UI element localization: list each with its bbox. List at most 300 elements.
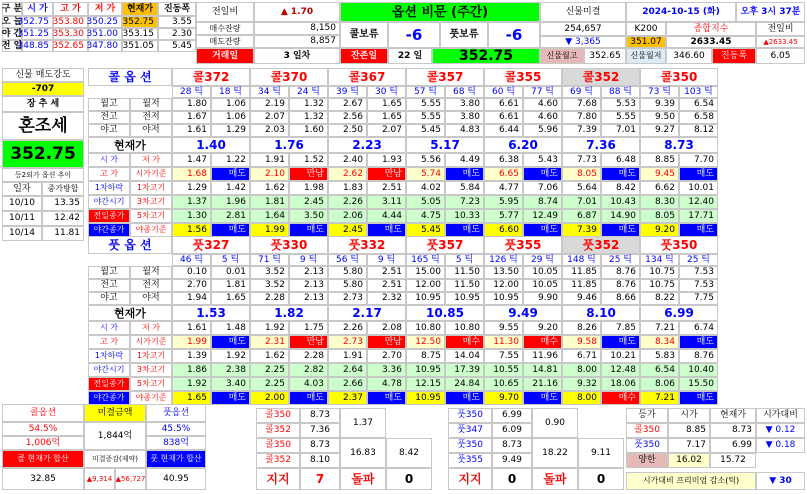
buy-rest-value: 8,150	[254, 22, 340, 35]
put-detail-a: 2.25	[250, 363, 289, 377]
call-hi: 2.67	[328, 98, 367, 111]
call-detail-b: 매도	[523, 167, 562, 181]
call-lo: 7.01	[601, 124, 640, 137]
support-label: 지지	[256, 468, 300, 490]
header-col-label: 고 가	[53, 2, 88, 16]
right-head: 시가	[668, 408, 710, 423]
put-lo: 2.13	[289, 266, 328, 279]
put-lo: 11.50	[445, 266, 484, 279]
call-lo: 4.60	[523, 111, 562, 124]
call-detail-a: 6.62	[640, 181, 679, 195]
call-detail-a: 6.60	[484, 223, 523, 237]
call-detail-a: 8.30	[640, 195, 679, 209]
call-hi: 7.39	[562, 124, 601, 137]
put-detail-b: 매수	[601, 391, 640, 405]
put-detail-b: 12.48	[601, 363, 640, 377]
put-detail-a: 8.00	[562, 391, 601, 405]
money-label: 미결금액	[84, 404, 146, 422]
oi-label: 신물미결	[540, 2, 626, 22]
right-cell: 8.73	[710, 423, 756, 438]
call-detail-label: 고 가	[88, 167, 130, 181]
put-detail-b: 1.75	[289, 321, 328, 335]
put-detail-b: 4.78	[367, 377, 406, 391]
put-detail-a: 10.65	[484, 377, 523, 391]
mid2-spread: 9.11	[578, 438, 624, 468]
put-cur-value: 10.85	[406, 305, 484, 321]
spread-2: 15.72	[710, 453, 756, 468]
put-detail-b: 3.36	[367, 363, 406, 377]
call-detail-b: 10.33	[445, 209, 484, 223]
call-cur-label: 현재가	[88, 137, 172, 153]
put-detail-a: 2.31	[250, 335, 289, 349]
call-detail-b: 1.93	[367, 153, 406, 167]
put-detail-a: 1.61	[172, 321, 211, 335]
call-detail-a: 1.83	[328, 181, 367, 195]
header-label: 야 간	[1, 28, 23, 39]
call-strike-header: 콜370	[250, 68, 328, 86]
put-sum-label: 풋 현재가 합산	[146, 450, 206, 468]
put-detail-a: 1.39	[172, 349, 211, 363]
put-detail-label: 저 가	[130, 321, 172, 335]
oi-value: 254,657	[540, 22, 626, 36]
call-detail-a: 1.68	[172, 167, 211, 181]
mid-value: 7.36	[300, 423, 340, 438]
call-tick-b: 68 틱	[445, 86, 484, 98]
call-hi: 7.68	[562, 98, 601, 111]
put-hi: 10.75	[640, 279, 679, 292]
call-detail-a: 5.77	[484, 209, 523, 223]
call-sum-label: 콜 현재가 합산	[2, 450, 84, 468]
call-lo: 5.55	[601, 111, 640, 124]
put-tick-a: 148 틱	[562, 254, 601, 266]
call-lo: 1.65	[367, 111, 406, 124]
put-strike-header: 풋332	[328, 236, 406, 254]
put-lo: 9.90	[523, 292, 562, 305]
call-lo: 1.65	[367, 98, 406, 111]
mid2-strike: 풋350	[448, 408, 492, 423]
put-detail-label: 전일종가	[88, 377, 130, 391]
put-detail-a: 1.92	[250, 321, 289, 335]
put-strike-header: 풋357	[406, 236, 484, 254]
call-pct: 54.5%	[2, 422, 84, 436]
call-detail-b: 8.42	[601, 181, 640, 195]
put-lo: 11.50	[445, 279, 484, 292]
put-sum: 40.95	[146, 468, 206, 490]
call-detail-b: 만남	[289, 167, 328, 181]
put-detail-a: 5.83	[640, 349, 679, 363]
call-detail-b: 매도	[367, 223, 406, 237]
put-detail-a: 2.64	[328, 363, 367, 377]
put-tick-a: 71 틱	[250, 254, 289, 266]
put-strike-header: 풋355	[484, 236, 562, 254]
put-detail-a: 6.71	[562, 349, 601, 363]
put-detail-a: 8.00	[562, 363, 601, 377]
call-lo: 5.96	[523, 124, 562, 137]
trend-label: 장 추 세	[2, 96, 84, 112]
call-detail-a: 4.02	[406, 181, 445, 195]
put-cur-value: 2.17	[328, 305, 406, 321]
put-hi: 3.52	[250, 266, 289, 279]
put-detail-b: 매도	[211, 335, 250, 349]
put-detail-b: 8.76	[679, 349, 718, 363]
prev-value: ▲ 1.70	[254, 2, 340, 22]
call-detail-b: 1.96	[211, 195, 250, 209]
mid2-strike: 풋347	[448, 423, 492, 438]
call-detail-label: 시가기준	[130, 167, 172, 181]
call-tick-a: 39 틱	[328, 86, 367, 98]
call-tick-a: 34 틱	[250, 86, 289, 98]
call-tick-b: 77 틱	[523, 86, 562, 98]
call-ratio-value: -6	[388, 22, 440, 48]
call-detail-a: 5.95	[484, 195, 523, 209]
footer-label: 시가대비 프리미엄 감소(틱)	[626, 472, 756, 490]
put-detail-b: 10.21	[601, 349, 640, 363]
call-detail-b: 4.44	[367, 209, 406, 223]
buy-rest-label: 매수잔량	[196, 22, 254, 35]
call-detail-b: 5.84	[445, 181, 484, 195]
put-hi: 8.22	[640, 292, 679, 305]
call-hi: 2.03	[250, 124, 289, 137]
header-col-label: 저 가	[88, 2, 122, 16]
put-strike-header: 풋350	[640, 236, 718, 254]
call-detail-b: 매도	[601, 223, 640, 237]
call-hi: 5.45	[406, 124, 445, 137]
put-hi: 2.28	[250, 292, 289, 305]
header-col-label: 진동폭	[158, 2, 196, 16]
date: 2024-10-15 (화)	[626, 2, 736, 22]
call-detail-b: 매도	[211, 167, 250, 181]
call-detail-label: 전일종가	[88, 209, 130, 223]
footer-value: ▼ 30	[756, 472, 805, 490]
prevday-value: ▲2633.45	[756, 36, 805, 48]
put-row-label: 전저	[130, 279, 172, 292]
date-cell: 10/14	[2, 226, 42, 241]
call-detail-a: 8.05	[562, 167, 601, 181]
call-cur-value: 8.73	[640, 137, 718, 153]
sell-rest-value: 8,857	[254, 35, 340, 48]
call-row-label: 야고	[88, 124, 130, 137]
right-cell: 8.85	[668, 423, 710, 438]
put-hi: 11.85	[562, 266, 601, 279]
delta-2: ▲56,727	[115, 468, 146, 490]
put-detail-a: 9.55	[484, 321, 523, 335]
put-detail-a: 8.26	[562, 321, 601, 335]
put-amount: 838억	[146, 436, 206, 450]
call-detail-b: 3.11	[367, 195, 406, 209]
right-cell: ▼ 0.18	[756, 438, 805, 453]
put-lo: 0.01	[211, 266, 250, 279]
call-lo: 1.06	[211, 98, 250, 111]
mid2-strike: 풋355	[448, 453, 492, 468]
put-detail-b: 1.92	[211, 349, 250, 363]
call-hi: 5.55	[406, 98, 445, 111]
call-cur-value: 7.36	[562, 137, 640, 153]
oi-delta: ▼ 3,365	[540, 36, 626, 48]
call-row-label: 전고	[88, 111, 130, 124]
header-cur: 353.15	[122, 28, 158, 40]
put-detail-a: 1.99	[172, 335, 211, 349]
call-detail-a: 5.56	[406, 153, 445, 167]
put-detail-label: 시 가	[88, 321, 130, 335]
break-label: 돌파	[340, 468, 386, 490]
put-detail-a: 11.30	[484, 335, 523, 349]
new-high-label: 신물월고	[540, 48, 584, 64]
put-cur-value: 1.82	[250, 305, 328, 321]
spread-1: 16.02	[668, 453, 710, 468]
put-detail-a: 12.15	[406, 377, 445, 391]
call-detail-a: 9.45	[640, 167, 679, 181]
put-detail-a: 8.06	[640, 377, 679, 391]
mid-value: 8.73	[300, 408, 340, 423]
put-tick-b: 5 틱	[445, 254, 484, 266]
right-cell: 콜350	[626, 423, 668, 438]
call-lo: 1.32	[289, 111, 328, 124]
call-detail-b: 2.81	[211, 209, 250, 223]
header-label: 오 늘	[1, 16, 23, 27]
call-tick-b: 103 틱	[679, 86, 718, 98]
call-cur-value: 2.23	[328, 137, 406, 153]
call-cur-value: 5.17	[406, 137, 484, 153]
put-hi: 13.50	[484, 266, 523, 279]
right-head: 등가	[626, 408, 668, 423]
put-lo: 1.81	[211, 279, 250, 292]
put-detail-b: 14.04	[445, 349, 484, 363]
call-detail-label: 1차하락	[88, 181, 130, 195]
put-detail-b: 매도	[211, 391, 250, 405]
put-detail-b: 1.48	[211, 321, 250, 335]
put-detail-a: 1.62	[250, 349, 289, 363]
put-cur-value: 8.10	[562, 305, 640, 321]
call-hi: 7.80	[562, 111, 601, 124]
put-lo: 2.51	[367, 279, 406, 292]
put-lo: 10.05	[523, 266, 562, 279]
spread-label: 양한	[626, 453, 668, 468]
call-lo: 6.54	[679, 98, 718, 111]
put-lo: 8.76	[601, 279, 640, 292]
money-delta-label: 미결증감(제약)	[84, 450, 146, 468]
call-detail-b: 4.49	[445, 153, 484, 167]
put-detail-a: 7.55	[484, 349, 523, 363]
time: 오후 3시 37분	[736, 2, 805, 22]
put-detail-a: 8.75	[406, 349, 445, 363]
put-cur-value: 9.49	[484, 305, 562, 321]
right-cell: ▼ 0.12	[756, 423, 805, 438]
new-high-value: 352.65	[584, 48, 626, 64]
call-detail-label: 야종기준	[130, 223, 172, 237]
call-detail-label: 시 가	[88, 153, 130, 167]
call-detail-b: 3.50	[289, 209, 328, 223]
put-detail-a: 10.95	[406, 391, 445, 405]
put-detail-b: 6.74	[679, 321, 718, 335]
mid-value: 8.73	[300, 438, 340, 453]
put-detail-label: 야간종가	[88, 391, 130, 405]
put-row-label: 월고	[88, 266, 130, 279]
call-option-label: 콜옵션	[2, 404, 84, 422]
put-strike-header: 풋327	[172, 236, 250, 254]
put-detail-b: 9.20	[523, 321, 562, 335]
put-cur-value: 1.53	[172, 305, 250, 321]
put-detail-b: 2.28	[289, 349, 328, 363]
header-open: 352.75	[22, 16, 53, 28]
avg-cell: 11.81	[42, 226, 84, 241]
call-hi: 2.50	[328, 124, 367, 137]
call-hi: 6.61	[484, 111, 523, 124]
call-hi: 2.56	[328, 111, 367, 124]
call-tick-b: 24 틱	[289, 86, 328, 98]
call-detail-b: 매도	[679, 167, 718, 181]
call-detail-b: 10.01	[679, 181, 718, 195]
mid2-spread: 0.90	[532, 408, 578, 438]
call-hi: 2.07	[250, 111, 289, 124]
put-detail-b: 10.40	[679, 363, 718, 377]
range-value: 6.05	[756, 48, 805, 64]
call-detail-b: 매도	[445, 223, 484, 237]
put-hi: 5.80	[328, 266, 367, 279]
put-detail-a: 1.92	[172, 377, 211, 391]
call-detail-b: 17.71	[679, 209, 718, 223]
date-cell: 10/10	[2, 196, 42, 211]
call-detail-b: 1.52	[289, 153, 328, 167]
header-col-label: 현재가	[122, 2, 158, 16]
kospi-label: 종합지수	[666, 22, 756, 36]
break2-count: 0	[578, 468, 624, 490]
put-hi: 10.95	[484, 292, 523, 305]
mid2-value: 8.73	[492, 438, 532, 453]
call-strike-header: 콜355	[484, 68, 562, 86]
call-detail-b: 매도	[289, 223, 328, 237]
put-tick-a: 56 틱	[328, 254, 367, 266]
call-hi: 2.19	[250, 98, 289, 111]
break-count: 0	[386, 468, 432, 490]
call-detail-a: 1.62	[250, 181, 289, 195]
put-detail-b: 매도	[601, 335, 640, 349]
call-detail-b: 매도	[523, 223, 562, 237]
header-high: 353.80	[53, 16, 88, 28]
put-detail-b: 18.06	[601, 377, 640, 391]
put-tick-a: 126 틱	[484, 254, 523, 266]
sell-rest-label: 매도잔량	[196, 35, 254, 48]
call-detail-a: 6.87	[562, 209, 601, 223]
put-tick-b: 9 틱	[367, 254, 406, 266]
put-detail-b: 21.16	[523, 377, 562, 391]
range-label: 진동폭	[712, 48, 756, 64]
subtitle: 등2외가 옵션 추이	[2, 168, 84, 182]
put-lo: 7.53	[679, 266, 718, 279]
call-strike-header: 콜350	[640, 68, 718, 86]
put-tick-b: 9 틱	[289, 254, 328, 266]
call-detail-b: 매도	[601, 167, 640, 181]
call-tick-a: 73 틱	[640, 86, 679, 98]
remain-value: 22 일	[388, 48, 432, 64]
call-detail-a: 5.45	[406, 223, 445, 237]
put-hi: 2.73	[328, 292, 367, 305]
call-amount: 1,006억	[2, 436, 84, 450]
call-detail-b: 2.45	[289, 195, 328, 209]
put-detail-a: 7.21	[640, 391, 679, 405]
call-detail-b: 8.74	[523, 195, 562, 209]
remain-label: 잔존일	[340, 48, 388, 64]
call-lo: 4.83	[445, 124, 484, 137]
put-detail-b: 3.40	[211, 377, 250, 391]
call-detail-label: 5차고기	[130, 209, 172, 223]
put-lo: 7.53	[679, 279, 718, 292]
call-detail-b: 12.40	[679, 195, 718, 209]
put-tick-b: 25 틱	[679, 254, 718, 266]
put-hi: 15.00	[406, 266, 445, 279]
header-col-label: 시 가	[22, 2, 53, 16]
right-cell: 6.99	[710, 438, 756, 453]
put-detail-label: 1차하락	[88, 349, 130, 363]
put-detail-a: 2.73	[328, 335, 367, 349]
trend-value: 혼조세	[2, 112, 84, 140]
call-detail-b: 매도	[211, 223, 250, 237]
put-hi: 12.00	[406, 279, 445, 292]
call-detail-label: 1차고기	[130, 181, 172, 195]
prev-label: 전일비	[196, 2, 254, 22]
right-cell: 7.17	[668, 438, 710, 453]
right-head: 시가대비	[756, 408, 805, 423]
call-sum: 32.85	[2, 468, 84, 490]
call-detail-b: 매도	[445, 167, 484, 181]
strength-value: -707	[2, 82, 84, 96]
right-head: 현재가	[710, 408, 756, 423]
call-lo: 1.29	[211, 124, 250, 137]
put-detail-label: 3차고기	[130, 363, 172, 377]
call-detail-a: 2.10	[250, 167, 289, 181]
big-left-price: 352.75	[2, 140, 84, 168]
call-lo: 2.07	[367, 124, 406, 137]
call-detail-a: 1.56	[172, 223, 211, 237]
put-detail-a: 12.50	[406, 335, 445, 349]
put-detail-b: 매수	[445, 335, 484, 349]
put-detail-a: 9.32	[562, 377, 601, 391]
call-detail-a: 1.30	[172, 209, 211, 223]
call-detail-b: 5.43	[523, 153, 562, 167]
call-detail-b: 7.70	[679, 153, 718, 167]
put-lo: 2.13	[289, 292, 328, 305]
put-strike-header: 풋330	[250, 236, 328, 254]
put-detail-b: 4.03	[289, 377, 328, 391]
put-cur-label: 현재가	[88, 305, 172, 321]
call-tick-a: 28 틱	[172, 86, 211, 98]
put-option-label: 풋옵션	[146, 404, 206, 422]
put-detail-b: 매도	[445, 391, 484, 405]
header-cur: 351.05	[122, 40, 158, 52]
right-cell: 풋350	[626, 438, 668, 453]
call-hi: 9.27	[640, 124, 679, 137]
put-detail-a: 7.21	[640, 321, 679, 335]
call-strike-header: 콜367	[328, 68, 406, 86]
put-detail-label: 5차고기	[130, 377, 172, 391]
put-detail-a: 1.65	[172, 391, 211, 405]
call-detail-a: 8.85	[640, 153, 679, 167]
put-detail-b: 24.84	[445, 377, 484, 391]
mid2-strike: 풋350	[448, 438, 492, 453]
k200-label: K200	[626, 22, 666, 36]
call-lo: 8.12	[679, 124, 718, 137]
call-detail-a: 1.37	[172, 195, 211, 209]
call-hi: 1.67	[172, 111, 211, 124]
put-tick-a: 165 틱	[406, 254, 445, 266]
avg-cell: 13.35	[42, 196, 84, 211]
mid-value: 8.10	[300, 453, 340, 468]
mid-strike: 콜350	[256, 438, 300, 453]
support2-label: 지지	[448, 468, 492, 490]
put-detail-b: 매도	[289, 391, 328, 405]
put-cur-value: 6.99	[640, 305, 718, 321]
new-low-value: 346.60	[666, 48, 712, 64]
put-detail-a: 2.26	[328, 321, 367, 335]
